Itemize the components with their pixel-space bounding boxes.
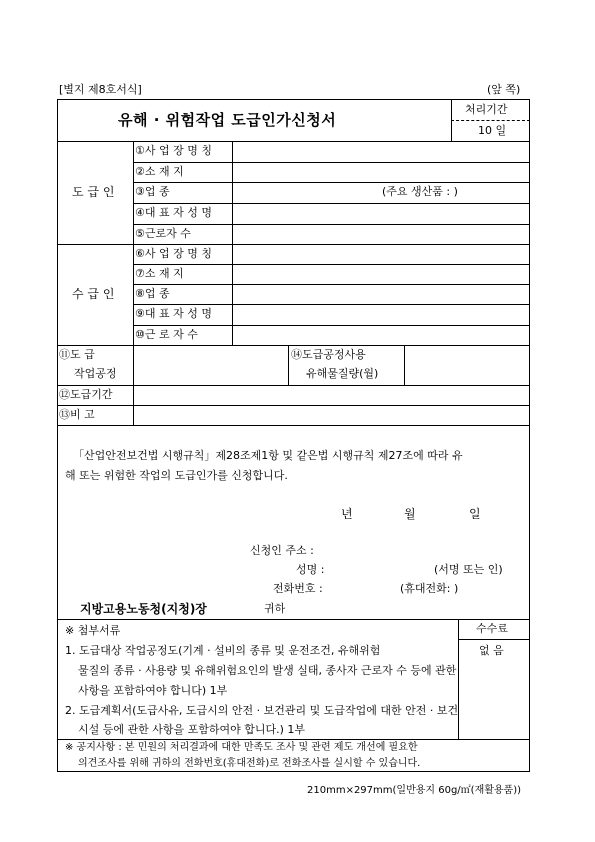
addressee-honorific: 귀하 [264, 602, 286, 615]
processing-period-label: 처리기간 [465, 103, 508, 116]
applicant-phone-label: 전화번호 : [273, 582, 323, 595]
processing-period-value: 10 일 [478, 124, 507, 137]
main-products-note: (주요 생산품 : ) [382, 185, 458, 198]
field-label-sub-worker-count: ⑩근 로 자 수 [135, 328, 198, 341]
field-label-representative: ④대 표 자 성 명 [135, 206, 212, 219]
field-label-industry: ③업 종 [135, 185, 170, 198]
attachments-title: ※ 첨부서류 [65, 624, 121, 637]
field-label-worker-count: ⑤근로자 수 [135, 227, 191, 240]
field-label-business-name: ①사 업 장 명 칭 [135, 144, 212, 157]
applicant-name-label: 성명 : [296, 563, 325, 576]
attachment-1-line-2: 물질의 종류 · 사용량 및 유해위험요인의 발생 실태, 종사자 근로자 수 등에 관한 [78, 664, 457, 677]
attachment-2-line-1: 2. 도급계획서(도급사유, 도급시의 안전 · 보건관리 및 도급작업에 대한 안전 · 보건 [65, 704, 459, 717]
statement-line-1: 「산업안전보건법 시행규칙」제28조제1항 및 같은법 시행규칙 제27조에 따라 유 [73, 449, 463, 462]
contractor-group-label: 도 급 인 [72, 185, 115, 199]
contract-period-label: ⑫도급기간 [59, 388, 113, 401]
field-label-sub-location: ⑦소 재 지 [135, 267, 184, 280]
mobile-phone-note: (휴대전화: ) [400, 582, 459, 595]
subcontractor-group-label: 수 급 인 [72, 287, 115, 301]
contract-process-label-1: ⑪도 급 [59, 348, 95, 361]
notice-line-2: 의견조사를 위해 귀하의 전화번호(휴대전화)로 전화조사를 실시할 수 있습니다. [78, 758, 421, 769]
attachment-2-line-2: 시설 등에 관한 사항을 포함하여야 합니다.) 1부 [78, 723, 306, 736]
statement-line-2: 해 또는 위험한 작업의 도급인가를 신청합니다. [65, 469, 288, 482]
paper-spec: 210mm×297mm(일반용지 60g/㎡(재활용품)) [307, 785, 522, 796]
date-month: 월 [404, 507, 416, 521]
remarks-label: ⑬비 고 [59, 408, 95, 421]
field-label-sub-representative: ⑨대 표 자 성 명 [135, 307, 212, 320]
form-number: [별지 제8호서식] [59, 83, 142, 96]
date-year: 년 [341, 507, 353, 521]
contract-process-label-2: 작업공정 [74, 367, 117, 380]
page-side: (앞 쪽) [487, 83, 521, 96]
addressee-office: 지방고용노동청(지청)장 [80, 602, 207, 616]
form-title: 유해 · 위험작업 도급인가신청서 [118, 111, 337, 129]
hazard-amount-label-1: ⑭도급공정사용 [291, 348, 366, 361]
notice-line-1: ※ 공지사항 : 본 민원의 처리결과에 대한 만족도 조사 및 관련 제도 개선에 필요한 [65, 742, 418, 753]
hazard-amount-label-2: 유해물질량(월) [306, 367, 379, 380]
attachment-1-line-3: 사항을 포함하여야 합니다) 1부 [78, 684, 228, 697]
date-day: 일 [469, 507, 481, 521]
field-label-sub-business-name: ⑥사 업 장 명 칭 [135, 247, 212, 260]
fee-value: 없 음 [479, 644, 504, 657]
attachment-1-line-1: 1. 도급대상 작업공정도(기계 · 설비의 종류 및 운전조건, 유해위험 [65, 644, 381, 657]
signature-note: (서명 또는 인) [434, 563, 503, 576]
field-label-sub-industry: ⑧업 종 [135, 287, 170, 300]
applicant-address-label: 신청인 주소 : [250, 544, 314, 557]
fee-label: 수수료 [476, 622, 508, 635]
field-label-location: ②소 재 지 [135, 165, 184, 178]
